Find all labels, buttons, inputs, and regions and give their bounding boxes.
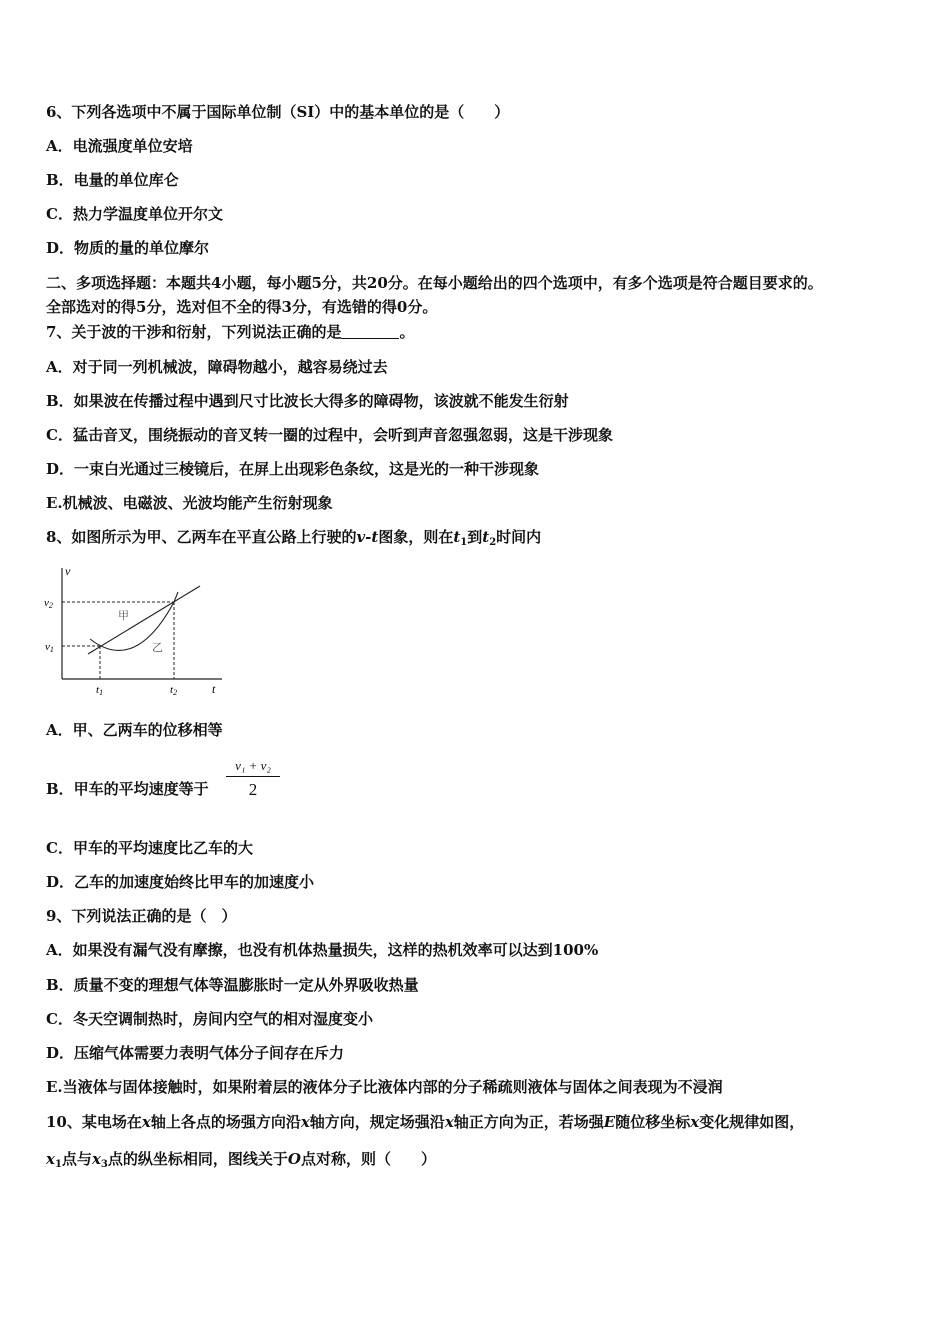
q9-option-d: D．压缩气体需要力表明气体分子间存在斥力 (46, 1044, 345, 1062)
q8-vt-symbol: v-t (356, 528, 379, 546)
q6-option-a: A．电流强度单位安培 (46, 137, 193, 155)
q10-l1-f: 变化规律如图， (699, 1113, 805, 1131)
q10-l1-a: 10、某电场在 (46, 1113, 142, 1131)
q8-option-b: B．甲车的平均速度等于 (46, 780, 209, 798)
q6-option-d: D．物质的量的单位摩尔 (46, 239, 210, 257)
fraction-numerator: v₁ + v₂ (226, 758, 280, 777)
x-symbol: x (141, 1113, 151, 1131)
v2-label: v2 (44, 597, 53, 610)
q7-option-b: B．如果波在传播过程中遇到尺寸比波长大得多的障碍物，该波就不能发生衍射 (46, 392, 569, 410)
q10-stem-line2 (46, 1149, 436, 1175)
q10-l1-b: 轴上各点的场强方向沿 (150, 1113, 301, 1131)
yi-curve (90, 592, 178, 650)
q9-option-e: E.当液体与固体接触时，如果附着层的液体分子比液体内部的分子稀疏则液体与固体之间表现为不浸润 (46, 1078, 723, 1096)
jia-label: 甲 (118, 610, 129, 622)
q8-t1-symbol: t (453, 528, 461, 546)
q7-option-a: A．对于同一列机械波，障碍物越小，越容易绕过去 (46, 358, 388, 376)
q8-option-a: A．甲、乙两车的位移相等 (46, 721, 223, 739)
x-symbol: x (690, 1113, 700, 1131)
x1-symbol: x (46, 1150, 55, 1168)
yi-label: 乙 (152, 642, 163, 654)
q9-option-c: C．冬天空调制热时，房间内空气的相对湿度变小 (46, 1010, 373, 1028)
t-axis-label: t (212, 682, 216, 696)
q8-stem-c: 到 (467, 528, 483, 546)
q7-stem (46, 322, 414, 342)
q8-t1-subscript: 1 (460, 537, 468, 548)
q7-option-d: D．一束白光通过三棱镜后，在屏上出现彩色条纹，这是光的一种干涉现象 (46, 460, 540, 478)
t1-label: t1 (96, 684, 104, 697)
q8-t2-symbol: t (482, 528, 490, 546)
q7-option-e: E.机械波、电磁波、光波均能产生衍射现象 (46, 494, 333, 512)
x1-subscript: 1 (54, 1159, 62, 1170)
q8-t2-subscript: 2 (489, 537, 497, 548)
q10-l2-b: 点的纵坐标相同，图线关于 (107, 1150, 288, 1168)
q10-stem-line1 (46, 1112, 804, 1132)
e-symbol: E (603, 1113, 616, 1131)
q8-option-d: D．乙车的加速度始终比甲车的加速度小 (46, 873, 315, 891)
section2-intro-line2: 全部选对的得5分，选对但不全的得3分，有选错的得0分。 (46, 298, 438, 316)
jia-line (88, 586, 200, 654)
x-symbol: x (300, 1113, 310, 1131)
q6-option-c: C．热力学温度单位开尔文 (46, 205, 223, 223)
q10-l1-e: 随位移坐标 (615, 1113, 691, 1131)
q10-l1-c: 轴方向，规定场强沿 (309, 1113, 445, 1131)
q6-option-b: B．电量的单位库仑 (46, 171, 179, 189)
v-axis-label: v (65, 564, 71, 578)
q10-l2-a: 点与 (61, 1150, 92, 1168)
q8-stem-d: 时间内 (496, 528, 542, 546)
q8-stem-a: 8、如图所示为甲、乙两车在平直公路上行驶的 (46, 528, 357, 546)
q7-option-c: C．猛击音叉，围绕振动的音叉转一圈的过程中，会听到声音忽强忽弱，这是干涉现象 (46, 426, 613, 444)
q7-stem-end: 。 (399, 323, 415, 341)
answer-blank (341, 324, 399, 339)
section2-intro-line1: 二、多项选择题：本题共4小题，每小题5分，共20分。在每小题给出的四个选项中，有多个选项是符合题目要求的。 (46, 274, 823, 292)
q10-l1-d: 轴正方向为正，若场强 (453, 1113, 604, 1131)
q8-option-c: C．甲车的平均速度比乙车的大 (46, 839, 253, 857)
q9-option-b: B．质量不变的理想气体等温膨胀时一定从外界吸收热量 (46, 976, 419, 994)
t2-label: t2 (170, 684, 178, 697)
q6-stem: 6、下列各选项中不属于国际单位制（SI）中的基本单位的是（ ） (46, 103, 510, 121)
o-symbol: O (287, 1150, 301, 1168)
fraction-denominator: 2 (248, 780, 258, 799)
x3-symbol: x (91, 1150, 101, 1168)
q10-l2-c: 点对称，则（ ） (300, 1150, 436, 1168)
q8-stem (46, 527, 541, 553)
v1-label: v1 (45, 641, 54, 654)
q8-stem-b: 图象，则在 (378, 528, 454, 546)
q7-stem-text: 7、关于波的干涉和衍射，下列说法正确的是 (46, 323, 342, 341)
q9-option-a: A．如果没有漏气没有摩擦，也没有机体热量损失，这样的热机效率可以达到100% (46, 941, 599, 959)
x3-subscript: 3 (100, 1159, 108, 1170)
x-symbol: x (444, 1113, 454, 1131)
q9-stem: 9、下列说法正确的是（ ） (46, 907, 237, 925)
vt-graph (40, 562, 230, 698)
average-velocity-fraction (226, 758, 280, 800)
